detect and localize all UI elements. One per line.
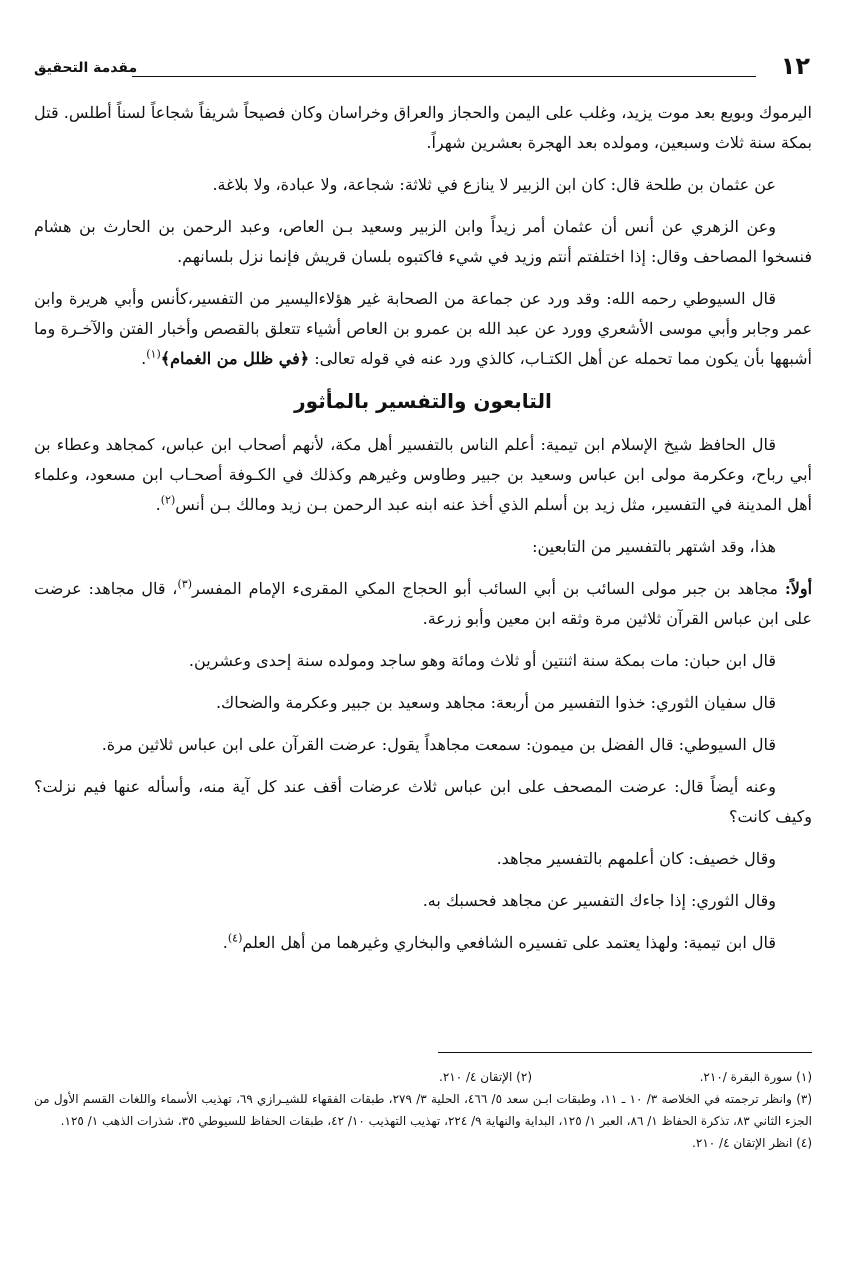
- section-heading: التابعون والتفسير بالمأثور: [294, 389, 552, 413]
- footnote-1: (١) سورة البقرة /٢١٠.: [699, 1070, 812, 1084]
- page-number: ١٢: [780, 52, 810, 80]
- punctuation: .: [141, 349, 147, 368]
- list-marker: أولاً:: [784, 579, 813, 598]
- footnote-rule: [438, 1052, 812, 1053]
- paragraph: قال ابن حبان: مات بمكة سنة اثنتين أو ثلاث ومائة وهو ساجد ومولده سنة إحدى وعشرين.: [188, 651, 776, 670]
- footnote-2: (٢) الإتقان ٤/ ٢١٠.: [439, 1070, 532, 1084]
- footnote-3: (٣) وانظر ترجمته في الخلاصة ٣/ ١٠ ـ ١١، وطبقات ابـن سعد ٥/ ٤٦٦، الحلية ٣/ ٢٧٩، طبقات الفقهاء للشيـرازي ٦٩، تهذيب الأسماء واللغات القسم الأول من الجزء الثاني ٨٣، تذكرة الحفاظ ١/ ٨٦، العبر ١/ ١٢٥، البداية والنهاية ٩/ ٢٢٤، تهذيب التهذيب ١٠/ ٤٢، طبقات الحفاظ للسيوطي ٣٥، شذرات الذهب ١/ ١٢٥.: [34, 1092, 813, 1128]
- footnote-ref: (٤): [227, 931, 243, 945]
- paragraph: قال السيوطي: قال الفضل بن ميمون: سمعت مجاهداً يقول: عرضت القرآن على ابن عباس ثلاثين مرة.: [101, 735, 776, 754]
- punctuation: .: [155, 495, 161, 514]
- footnote-ref: (٢): [160, 493, 176, 507]
- paragraph: وقال خصيف: كان أعلمهم بالتفسير مجاهد.: [496, 849, 776, 868]
- footnotes: [34, 1066, 812, 1154]
- paragraph: وقال الثوري: إذا جاءك التفسير عن مجاهد فحسبك به.: [422, 891, 776, 910]
- footnote-row: [34, 1066, 812, 1088]
- footnote-ref: (٣): [177, 577, 192, 591]
- paragraph: عن عثمان بن طلحة قال: كان ابن الزبير لا ينازع في ثلاثة: شجاعة، ولا عبادة، ولا بلاغة.: [212, 175, 776, 194]
- paragraph-text: قال السيوطي رحمه الله: وقد ورد عن جماعة من الصحابة غير هؤلاءاليسير من التفسير،كأنس وأبي هريرة وابن عمر وجابر وأبي موسى الأشعري وورد عن عبد الله بن عمرو بن العاص أشياء تتعلق بالقصص وأخبار الفتن والآخـرة وما أشبهها بأن يكون مما تحمله عن أهل الكتـاب، كالذي ورد عنه في قوله تعالى:: [34, 289, 812, 368]
- paragraph-text: قال الحافظ شيخ الإسلام ابن تيمية: أعلم الناس بالتفسير أهل مكة، لأنهم أصحاب ابن عباس، كمجاهد وعطاء بن أبي رباح، وعكرمة مولى ابن عباس وسعيد بن جبير وطاوس وغيرهم وكذلك في الكـوفة أصحـاب ابن مسعود، وعلماء أهل المدينة في التفسير، مثل زيد بن أسلم الذي أخذ عنه ابنه عبد الرحمن بـن زيد ومالك بـن أنس: [34, 435, 812, 514]
- paragraph: هذا، وقد اشتهر بالتفسير من التابعين:: [532, 537, 776, 556]
- running-title: مقدمة التحقيق: [34, 60, 138, 76]
- paragraph-text: ، قال مجاهد: عرضت على ابن عباس القرآن ثلاثين مرة وثقه ابن معين وأبو زرعة.: [34, 579, 812, 628]
- paragraph: [34, 430, 812, 520]
- paragraph: [34, 284, 812, 374]
- footnote-4: (٤) انظر الإتقان ٤/ ٢١٠.: [692, 1136, 812, 1150]
- paragraph: وعن الزهري عن أنس أن عثمان أمر زيداً وابن الزبير وسعيد بـن العاص، وعبد الرحمن بن الحارث بن هشام فنسخوا المصاحف وقال: إذا اختلفتم أنتم وزيد في شيء فاكتبوه بلسان قريش فإنما نزل بلسانهم.: [34, 217, 812, 266]
- paragraph: [34, 928, 812, 958]
- quran-quote: ﴿في ظلل من الغمام﴾: [160, 349, 310, 368]
- paragraph: [34, 574, 812, 634]
- paragraph: وعنه أيضاً قال: عرضت المصحف على ابن عباس ثلاث عرضات أقف عند كل آية منه، وأسأله عنها فيم نزلت؟ وكيف كانت؟: [34, 777, 812, 826]
- paragraph: اليرموك وبويع بعد موت يزيد، وغلب على اليمن والحجاز والعراق وخراسان وكان فصيحاً شريفاً شجاعاً لسناً أطلس. قتل بمكة سنة ثلاث وسبعين، ومولده بعد الهجرة بعشرين شهراً.: [34, 103, 813, 152]
- footnote-ref: (١): [146, 347, 161, 361]
- punctuation: .: [222, 933, 228, 952]
- paragraph-text: قال ابن تيمية: ولهذا يعتمد على تفسيره الشافعي والبخاري وغيرهما من أهل العلم: [242, 933, 776, 952]
- paragraph: قال سفيان الثوري: خذوا التفسير من أربعة: مجاهد وسعيد بن جبير وعكرمة والضحاك.: [215, 693, 776, 712]
- paragraph-text: مجاهد بن جبر مولى السائب بن أبي السائب أبو الحجاج المكي المقرىء الإمام المفسر: [191, 579, 785, 598]
- main-text: [34, 98, 812, 970]
- header-rule: [132, 76, 756, 77]
